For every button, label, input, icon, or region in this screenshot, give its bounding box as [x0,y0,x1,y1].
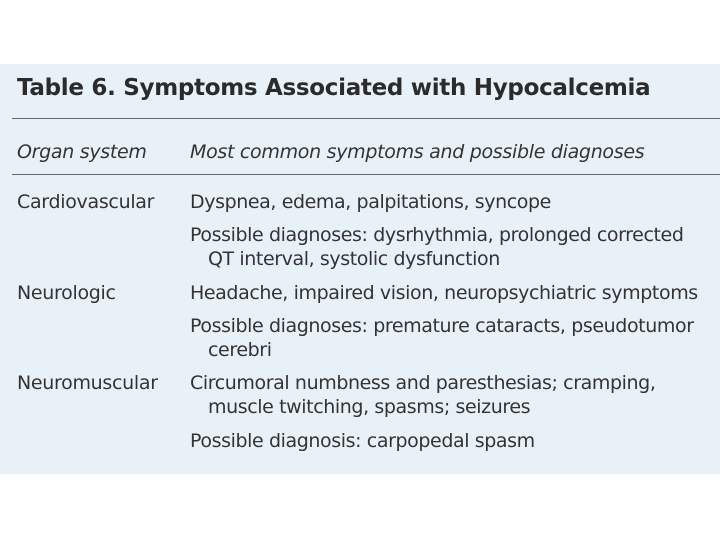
row-neurologic-diagnoses-line2: cerebri [208,339,272,361]
row-neuromuscular-diagnoses: Possible diagnosis: carpopedal spasm [190,430,535,452]
row-neuromuscular-organ: Neuromuscular [17,372,158,394]
row-neuromuscular-symptoms-line1: Circumoral numbness and paresthesias; cramping, [190,372,656,394]
table-card [0,64,720,474]
row-neurologic-diagnoses [190,314,694,362]
header-top-rule [12,118,720,119]
row-cardiovascular-diagnoses-line1: Possible diagnoses: dysrhythmia, prolonged corrected [190,224,684,246]
row-cardiovascular-diagnoses-line2: QT interval, systolic dysfunction [208,248,500,270]
row-neurologic-diagnoses-line1: Possible diagnoses: premature cataracts, pseudotumor [190,315,694,337]
row-cardiovascular-organ: Cardiovascular [17,191,155,213]
row-cardiovascular-symptoms: Dyspnea, edema, palpitations, syncope [190,191,551,213]
row-neurologic-symptoms: Headache, impaired vision, neuropsychiatric symptoms [190,282,698,304]
column-header-organ-system: Organ system [17,141,147,163]
column-header-symptoms: Most common symptoms and possible diagnoses [190,141,645,163]
row-neuromuscular-symptoms-line2: muscle twitching, spasms; seizures [208,396,531,418]
header-bottom-rule [12,174,720,175]
row-neurologic-organ: Neurologic [17,282,116,304]
row-cardiovascular-diagnoses [190,223,684,271]
row-neuromuscular-symptoms [190,371,655,419]
table-title: Table 6. Symptoms Associated with Hypocalcemia [17,75,651,101]
